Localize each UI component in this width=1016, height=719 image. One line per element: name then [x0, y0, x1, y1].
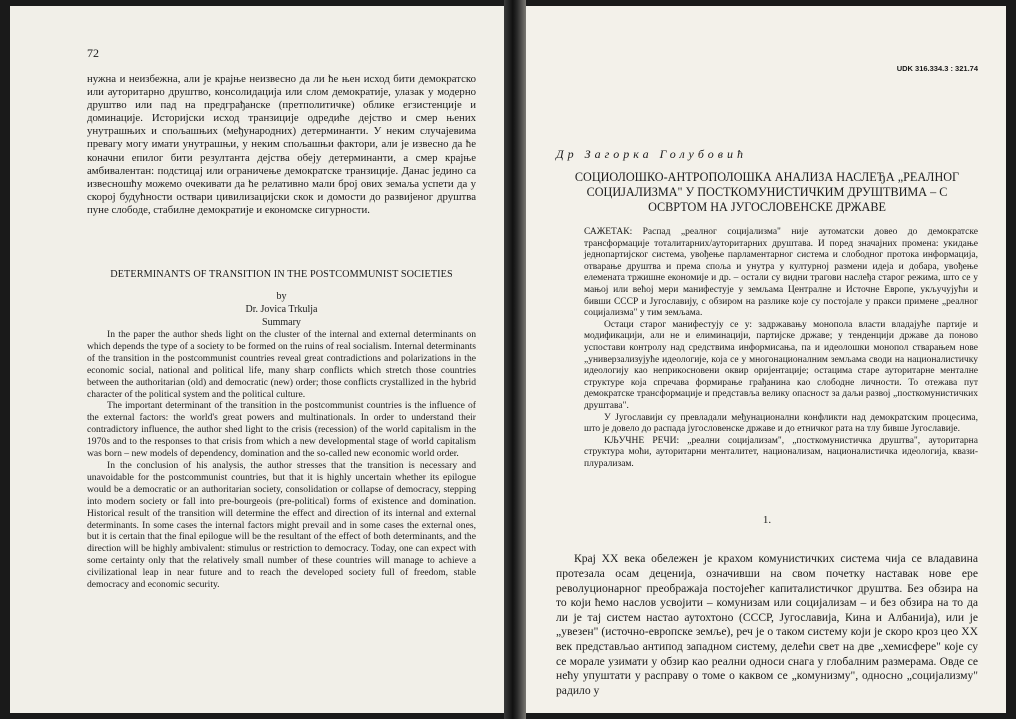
article-author: Др Загорка Голубовић — [556, 147, 747, 161]
section-number: 1. — [762, 514, 772, 527]
abstract-paragraph: САЖЕТАК: Распад „реалног социјализма" није аутоматски довео до демократске трансформације тоталитарних/ауторитарних друштава. И поред значајних промена: укидање једнопартијског система, увођење парламентарног система и слободног протока информација, отварање друштва и према споља и унутра у културној размени идеја и добара, увођење елемената тржишне економије и др. – остали су видни трагови наслеђа старог режима, што се у мањој или већој мери манифестује у земљама Централне и Источне Европе, укључујући и бивши СССР и Југославију, с обзиром на разлике које су постојале у пракси примене „реалног социјализма" у тим земљама. — [584, 227, 978, 319]
abstract-paragraph: Остаци старог манифестују се у: задржавању монопола власти владајуће партије и модификацији, али не и елиминацији, партијске државе; у тенденцији државе да поново успостави контролу над средствима информисања, па и идеолошки монопол стварањем нове „универзализујуће идеологије, која се у многонационалним земљама своди на националистичку идеологију као неприкосновени оквир оријентације; остацима старе ауторитарне менталне структуре која спречава формирање грађанина као слободне личности. То отежава пут демократске трансформације и представља велику опасност за даљи развој „посткомунистичких друштава". — [584, 319, 978, 411]
summary-paragraph: In the conclusion of his analysis, the author stresses that the transition is necessary and unavoidable for the postcommunist countries, but that it is highly uncertain whether its epilogue would be a democratic or an authoritarian society, consolidation or collapse of democracy, stepping into modern society or fall into pre-bourgeois (pre-political) forms of existence and domination. Historical result of the transition will determine the effect and direction of its internal and external determinants. In some cases the internal factors might prevail and in some cases the external ones, but it is certain that the final epilogue will be the resultant of the effect of both determinants, and the direction will be highly ambivalent: stimulus or restriction to democracy. Today, one can expect with some certainty only that the relatively small number of these countries will manage to achieve a civilizational leap in near future and to reach the developed society full of freedom, stable democracy and economic security. — [87, 460, 476, 591]
summary-label: Summary — [262, 317, 301, 329]
english-summary-title: DETERMINANTS OF TRANSITION IN THE POSTCOMMUNIST SOCIETIES — [110, 269, 453, 281]
summary-paragraph: In the paper the author sheds light on the cluster of the internal and external determinants on which depends the type of a society to be formed on the ruins of real socialism. Internal determinants of the transition in the postcommunist countries reveal great contradictions and polarizations in the economic social, national and political life, many sharp conflicts which stretch those countries between the authoritarian (old) and democratic (new) order; those conflicts crystallized in the hybrid character of the political system and the political culture. — [87, 329, 476, 400]
book-spine — [504, 0, 526, 719]
abstract-paragraph: У Југославији су превладали међунационални конфликти над демократским процесима, што је довело до распада југословенске државе и до етничког рата на тлу бивше Југославије. — [584, 412, 978, 435]
by-label: by — [276, 291, 287, 303]
right-page — [526, 6, 1006, 713]
page-number: 72 — [87, 46, 99, 60]
body-paragraph: нужна и неизбежна, али је крајње неизвесно да ли ће њен исход бити демократско или ауторитарно друштво, консолидација или слом демократије, улазак у модерно друштво или пад на предграђанске (претполитичке) облике егзистенције и доминације. Историјски исход транзиције одредиће дејство и смер њених унутрашњих и спољашњих (међународних) детерминанти. У неким случајевима превагу могу имати унутрашњи, у неким спољашњи фактори, али је извесно да ће коначни епилог бити резултанта дејства обеју детерминанти, а смер крајње амбивалентан: подстицај или ограничење демократске транзиције. Данас једино са извесношћу можемо очекивати да ће релативно мали број ових земаља успети да у скорој будућности оствари цивилизацијски скок и домости до развијеног друштва пуне слободе, стабилне демократије и економске сигурности. — [87, 73, 476, 216]
article-title: СОЦИОЛОШКО-АНТРОПОЛОШКА АНАЛИЗА НАСЛЕЂА „РЕАЛНОГ СОЦИЈАЛИЗМА" У ПОСТКОМУНИСТИЧКИМ ДРУШТВИМА – С ОСВРТОМ НА ЈУГОСЛОВЕНСКЕ ДРЖАВЕ — [574, 170, 960, 214]
body-paragraph: Крај XX века обележен је крахом комунистичких система чија се владавина протезала осам деценија, означивши на свом почетку наставак нове ере револуционарног преображаја постојећег капиталистичког друштва. Без обзира на то који ћемо наслов усвојити – комунизам или социјализам – и без обзира на то да ли је тај систем настао аутохтоно (СССР, Југославија, Кина и Албанија), или је „увезен" (источно-европске земље), реч је о таком систему који је скоро кроз цео XX век представљао антипод западном систему, делећи свет на две „хемисфере" које су се морале узимати у обзир као реални односи снага у глобалним размерама. Овде се нећу упуштати у расправу о томе о каквом се „комунизму", односно „социјализму" радило у — [556, 552, 978, 697]
left-page — [10, 6, 504, 713]
udk-code: UDK 316.334.3 : 321.74 — [896, 64, 978, 73]
english-author: Dr. Jovica Trkulja — [245, 304, 318, 316]
keywords-paragraph: КЉУЧНЕ РЕЧИ: „реални социјализам", „посткомунистичка друштва", ауторитарна структура моћи, ауторитарни менталитет, национализам, националистичка идеологија, квази-плурализам. — [584, 435, 978, 469]
summary-paragraph: The important determinant of the transition in the postcommunist countries is the influence of the external factors: the world's great powers and multinationals. In order to understand their contradictory influence, the author shed light to the crisis (recession) of the world capitalism in the 1970s and to the responses to that crisis from which a new developmental stage of world capitalism was born – new models of dependency, domination and the so-called new economic world order. — [87, 400, 476, 460]
